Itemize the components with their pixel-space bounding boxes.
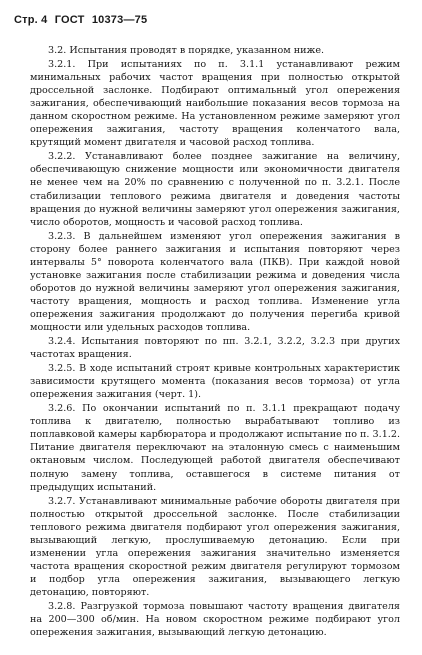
section-3-2-8: 3.2.8. Разгрузкой тормоза повышают частоту вращения двигателя на 200—300 об/мин. На новом скоростном режиме подбирают угол опережения зажигания, вызывающий легкую детонацию. — [30, 600, 400, 639]
page-number: Стр. 4 — [14, 14, 48, 26]
section-3-2: 3.2. Испытания проводят в порядке, указанном ниже. — [48, 45, 325, 56]
section-3-2-4: 3.2.4. Испытания повторяют по пп. 3.2.1, 3.2.2, 3.2.3 при других частотах вращения. — [30, 336, 400, 361]
section-3-2-1: 3.2.1. При испытаниях по п. 3.1.1 устанавливают режим минимальных рабочих частот вращения при полностью открытой дроссельной заслонке. Подбирают оптимальный угол опережения зажигания, обеспечивающий наибольшие показания весов тормоза на данном скоростном режиме. На установленном режиме замеряют угол опережения зажигания, частоту вращения коленчатого вала, крутящий момент двигателя и часовой расход топлива. — [30, 59, 400, 149]
document-body — [30, 44, 400, 640]
standard-label: ГОСТ — [54, 14, 85, 26]
page-header — [14, 14, 151, 26]
section-3-2-3: 3.2.3. В дальнейшем изменяют угол опережения зажигания в сторону более раннего зажигания и испытания повторяют через интервалы 5° поворота коленчатого вала (ПКВ). При каждой новой установке зажигания после стабилизации режима и доведения числа оборотов до нужной величины замеряют угол опережения зажигания, частоту вращения, мощность и расход топлива. Изменение угла опережения зажигания продолжают до получения перегиба кривой мощности или удельных расходов топлива. — [30, 230, 400, 333]
section-3-2-2: 3.2.2. Устанавливают более позднее зажигание на величину, обеспечивающую снижение мощности или экономичности двигателя не менее чем на 20% по сравнению с полученной по п. 3.2.1. После стабилизации теплового режима двигателя и доведения частоты вращения до нужной величины замеряют угол опережения зажигания, число оборотов, мощность и часовой расход топлива. — [30, 151, 400, 228]
standard-number: 10373—75 — [91, 14, 148, 26]
section-3-2-7: 3.2.7. Устанавливают минимальные рабочие обороты двигателя при полностью открытой дроссельной заслонке. После стабилизации теплового режима двигателя подбирают угол опережения зажигания, вызывающий легкую, прослушиваемую детонацию. Если при изменении угла опережения зажигания значительно изменяется частота вращения скоростной режим двигателя регулируют тормозом и подбор угла опережения зажигания, вызывающего легкую детонацию, повторяют. — [30, 495, 400, 598]
section-3-2-5: 3.2.5. В ходе испытаний строят кривые контрольных характеристик зависимости крутящего момента (показания весов тормоза) от угла опережения зажигания (черт. 1). — [30, 363, 400, 401]
section-3-2-6: 3.2.6. По окончании испытаний по п. 3.1.1 прекращают подачу топлива к двигателю, полностью вырабатывают топливо из поплавковой камеры карбюратора и продолжают испытание по п. 3.1.2. Питание двигателя переключают на эталонную смесь с наименьшим октановым числом. Последующей работой двигателя обеспечивают полную замену топлива, оставшегося в системе питания от предыдущих испытаний. — [30, 403, 400, 493]
